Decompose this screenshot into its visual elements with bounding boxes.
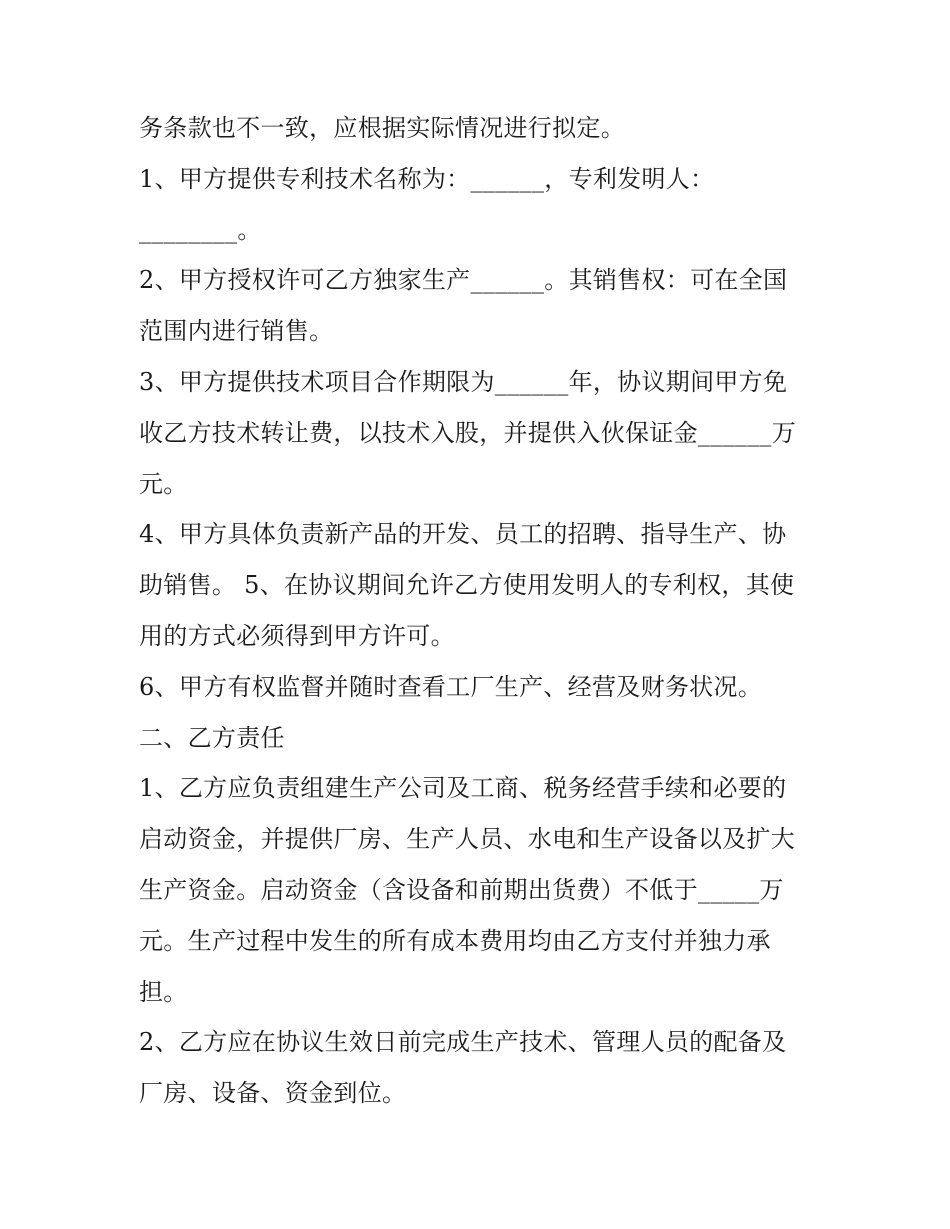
text-line: 6、甲方有权监督并随时查看工厂生产、经营及财务状况。 [139, 672, 763, 701]
text-line: 1、甲方提供专利技术名称为：______，专利发明人： [139, 164, 715, 193]
text-line: 2、乙方应在协议生效日前完成生产技术、管理人员的配备及 [139, 1028, 787, 1057]
text-line: 用的方式必须得到甲方许可。 [139, 621, 455, 650]
text-line: 收乙方技术转让费，以技术入股，并提供入伙保证金______万 [139, 418, 796, 447]
text-line: 3、甲方提供技术项目合作期限为______年，协议期间甲方免 [139, 367, 788, 396]
text-line: 助销售。 5、在协议期间允许乙方使用发明人的专利权，其使 [139, 571, 795, 600]
text-line: ________。 [139, 215, 262, 244]
text-line: 元。生产过程中发生的所有成本费用均由乙方支付并独力承 [139, 926, 771, 955]
document-body [139, 103, 819, 1119]
text-line: 厂房、设备、资金到位。 [139, 1079, 407, 1108]
text-line: 元。 [139, 469, 188, 498]
text-line: 务条款也不一致，应根据实际情况进行拟定。 [139, 114, 625, 142]
text-line: 生产资金。启动资金（含设备和前期出货费）不低于_____万 [139, 875, 784, 904]
text-line: 范围内进行销售。 [139, 317, 334, 346]
text-line: 4、甲方具体负责新产品的开发、员工的招聘、指导生产、协 [139, 520, 787, 549]
text-line: 担。 [139, 977, 188, 1006]
text-line: 2、甲方授权许可乙方独家生产______。其销售权：可在全国 [139, 266, 788, 295]
section-heading: 二、乙方责任 [139, 723, 285, 752]
text-line: 启动资金，并提供厂房、生产人员、水电和生产设备以及扩大 [139, 825, 796, 854]
text-line: 1、乙方应负责组建生产公司及工商、税务经营手续和必要的 [139, 774, 787, 803]
